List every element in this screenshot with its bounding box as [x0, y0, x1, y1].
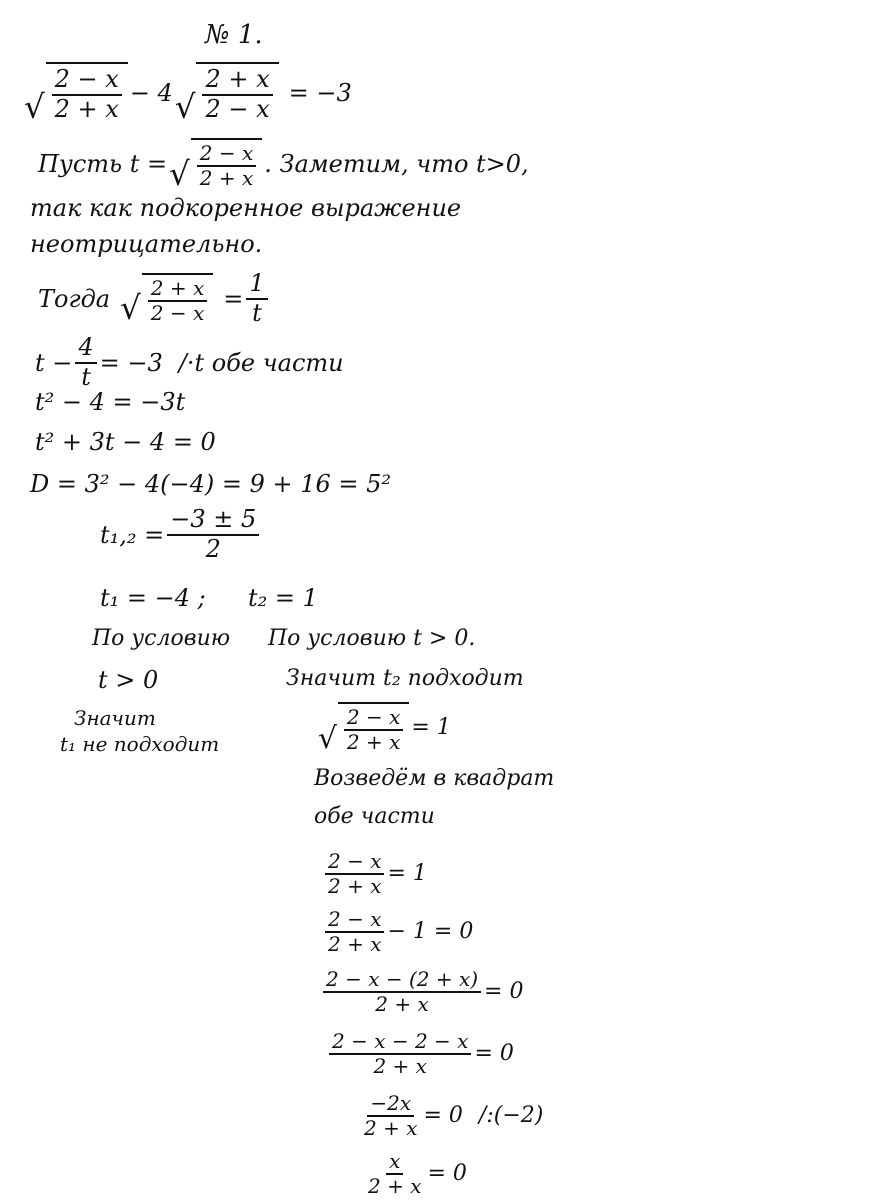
- main-equation: [22, 62, 352, 126]
- then-label: Тогда: [38, 284, 111, 313]
- root-t2: t₂ = 1: [248, 584, 318, 612]
- substitution-suffix: . Заметим, что t>0,: [264, 150, 529, 178]
- left-condition-label: По условию: [92, 626, 231, 651]
- left-conclusion-1: Значит: [74, 706, 156, 730]
- left-conclusion-2: t₁ не подходит: [60, 732, 220, 756]
- left-condition: t > 0: [98, 666, 159, 694]
- step-2: t² − 4 = −3t: [35, 388, 186, 416]
- equation-step-1: [322, 850, 427, 898]
- roots-formula-fraction: [167, 506, 259, 563]
- then-numerator: 2 + x: [148, 277, 207, 302]
- then-result-denominator: t: [252, 298, 262, 327]
- step-3: t² + 3t − 4 = 0: [35, 428, 216, 456]
- equation-step-2: [322, 908, 473, 956]
- right-conclusion: Значит t₂ подходит: [286, 666, 524, 691]
- discriminant: D = 3² − 4(−4) = 9 + 16 = 5²: [30, 470, 392, 498]
- substitution-line-3: неотрицательно.: [30, 230, 263, 258]
- then-denominator: 2 − x: [150, 300, 205, 325]
- then-result-numerator: 1: [246, 270, 267, 300]
- substitution-line-1: [38, 138, 529, 193]
- square-step-line-2: обе части: [314, 804, 435, 829]
- substitution-denominator: 2 + x: [199, 166, 254, 190]
- substitution-sqrt: √ $\frac{2 - x}{2 + x}$: [169, 138, 262, 190]
- fraction-2: [202, 66, 272, 123]
- right-sqrt: √ $\frac{2 - x}{2 + x}$: [318, 702, 409, 754]
- right-condition: По условию t > 0.: [268, 626, 476, 651]
- right-root-rhs: = 1: [411, 715, 451, 740]
- equation-step-4-numerator: 2 − x − 2 − x: [329, 1030, 471, 1055]
- roots-formula-denominator: 2: [205, 534, 221, 563]
- roots-formula-lhs: t₁,₂ =: [100, 520, 165, 549]
- equation-step-5-rhs: = 0: [423, 1103, 463, 1128]
- equation-step-4-rhs: = 0: [474, 1041, 514, 1066]
- equation-step-2-numerator: 2 − x: [325, 908, 384, 933]
- substitution-line-2: так как подкоренное выражение: [30, 194, 462, 222]
- equation-step-3-numerator: 2 − x − (2 + x): [323, 968, 481, 993]
- step-1-numerator: 4: [75, 334, 96, 364]
- equation-step-3-fraction: [323, 968, 481, 1016]
- equation-step-5-fraction: [361, 1092, 420, 1140]
- equation-step-3: [320, 968, 523, 1016]
- fraction-2-denominator: 2 − x: [205, 94, 270, 123]
- then-fraction: [148, 277, 207, 325]
- square-step-line-1: Возведём в квадрат: [314, 766, 555, 791]
- equation-step-3-denominator: 2 + x: [375, 992, 429, 1016]
- then-sqrt: √ $\frac{2 + x}{2 - x}$: [120, 273, 213, 325]
- fraction-1-denominator: 2 + x: [54, 94, 119, 123]
- step-1-note: /·t обе части: [178, 348, 344, 377]
- sqrt-2: √ $\frac{2 + x}{2 - x}$: [175, 62, 279, 123]
- equation-step-1-fraction: [325, 850, 384, 898]
- problem-number: № 1.: [205, 20, 263, 50]
- equation-step-2-rhs: − 1 = 0: [387, 919, 474, 944]
- step-1-denominator: t: [81, 362, 91, 391]
- equation-step-6-denominator: 2 + x: [368, 1174, 422, 1198]
- roots-formula: [100, 506, 262, 563]
- equation-step-1-denominator: 2 + x: [328, 874, 382, 898]
- right-root-denominator: 2 + x: [346, 730, 401, 754]
- equation-step-6-numerator: x: [386, 1150, 403, 1175]
- right-root-fraction: [344, 706, 403, 754]
- right-root-numerator: 2 − x: [344, 706, 403, 731]
- equation-step-5-numerator: −2x: [367, 1092, 414, 1117]
- equation-step-2-fraction: [325, 908, 384, 956]
- equation-step-5-note: /:(−2): [478, 1103, 544, 1128]
- coefficient-term: − 4: [129, 78, 173, 107]
- equation-step-5-denominator: 2 + x: [364, 1116, 418, 1140]
- then-result-fraction: [246, 270, 267, 327]
- root-t1: t₁ = −4 ;: [100, 584, 206, 612]
- equation-step-3-rhs: = 0: [484, 979, 524, 1004]
- equation-rhs: = −3: [288, 78, 352, 107]
- substitution-numerator: 2 − x: [197, 142, 256, 167]
- step-1-lhs: t −: [35, 348, 73, 377]
- fraction-2-numerator: 2 + x: [202, 66, 272, 96]
- equation-step-6-fraction: [365, 1150, 424, 1198]
- right-root-equation: [316, 702, 451, 757]
- roots-formula-numerator: −3 ± 5: [167, 506, 259, 536]
- equation-step-4: [326, 1030, 514, 1078]
- equation-step-5: [358, 1092, 543, 1140]
- sqrt-1: √ $\frac{2 - x}{2 + x}$: [24, 62, 128, 123]
- then-line: [38, 270, 271, 327]
- step-1-rhs: = −3: [99, 348, 163, 377]
- equation-step-6-rhs: = 0: [427, 1161, 467, 1186]
- substitution-prefix: Пусть t =: [38, 150, 168, 178]
- fraction-1-numerator: 2 − x: [52, 66, 122, 96]
- equation-step-4-fraction: [329, 1030, 471, 1078]
- equation-step-6: [362, 1150, 467, 1198]
- step-1-fraction: [75, 334, 96, 391]
- then-equals: =: [223, 284, 244, 313]
- equation-step-1-numerator: 2 − x: [325, 850, 384, 875]
- equation-step-2-denominator: 2 + x: [328, 932, 382, 956]
- fraction-1: [52, 66, 122, 123]
- substitution-fraction: [197, 142, 256, 190]
- equation-step-4-denominator: 2 + x: [373, 1054, 427, 1078]
- equation-step-1-rhs: = 1: [387, 861, 427, 886]
- step-1: [35, 334, 344, 391]
